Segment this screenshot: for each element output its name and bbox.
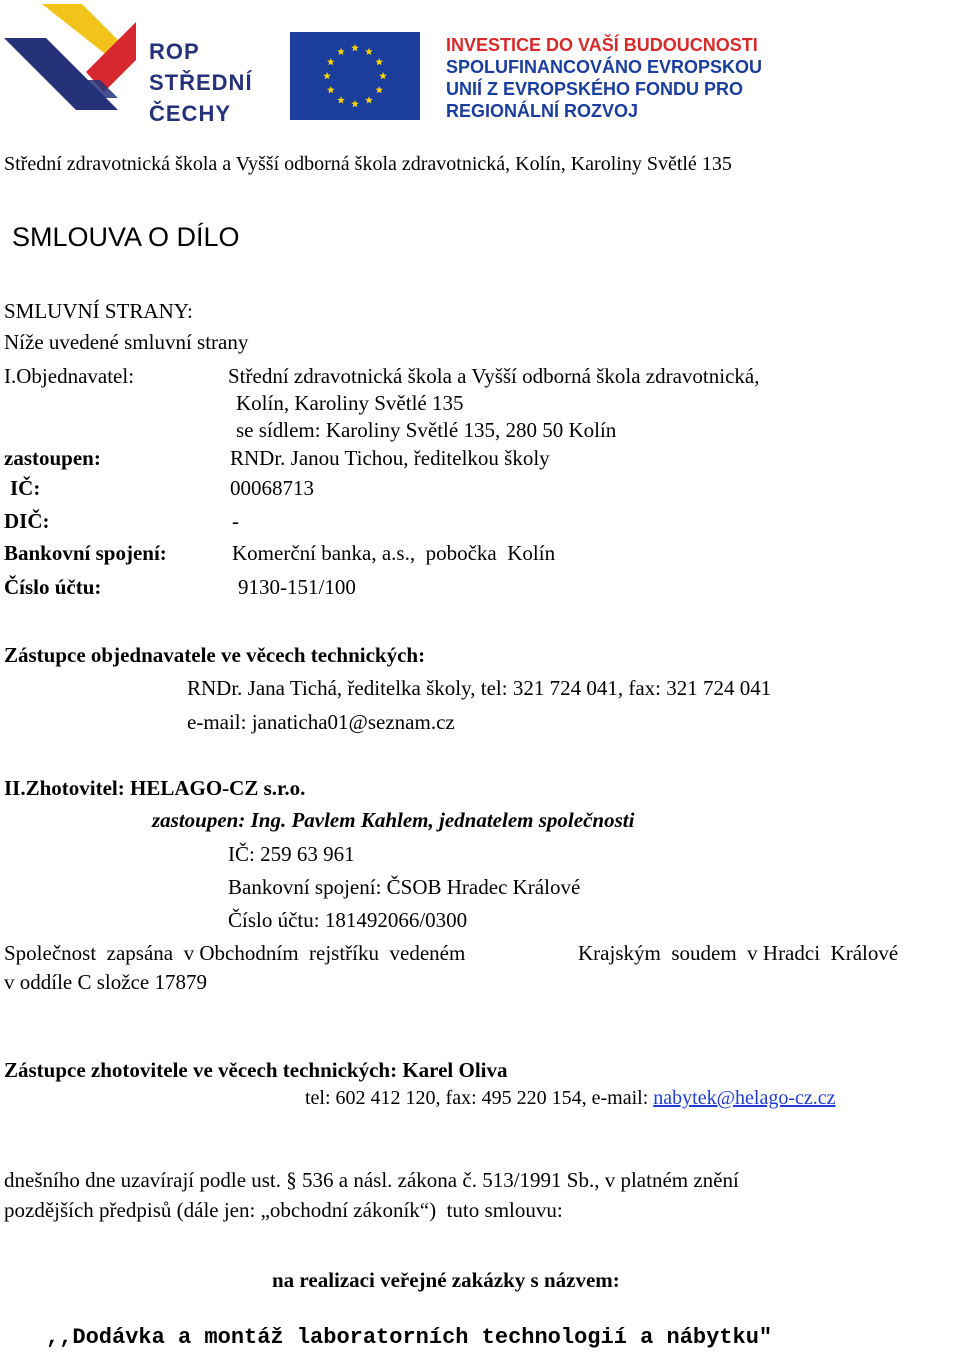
contractor-email-link[interactable]: nabytek@helago-cz.cz [653, 1087, 836, 1109]
document-title: SMLOUVA O DÍLO [12, 222, 240, 252]
contractor-registry-part2: Krajským soudem v Hradci Králové [578, 941, 899, 965]
eu-line-3: UNIÍ Z EVROPSKÉHO FONDU PRO [446, 79, 744, 99]
project-name: ,,Dodávka a montáž laboratorních technologií a nábytku" [46, 1325, 773, 1350]
closing-line2: pozdějších předpisů (dále jen: „obchodní zákoník“) tuto smlouvu: [4, 1198, 563, 1222]
client-bank-value: Komerční banka, a.s., pobočka Kolín [232, 541, 556, 565]
contractor-registry-part1: Společnost zapsána v Obchodním rejstříku vedeném [4, 941, 466, 965]
client-account-value: 9130-151/100 [238, 575, 356, 599]
client-rep-label: zastoupen: [4, 446, 101, 470]
project-heading: na realizaci veřejné zakázky s názvem: [272, 1268, 620, 1292]
client-dic-label: DIČ: [4, 509, 50, 533]
contractor-tech-contact-text: tel: 602 412 120, fax: 495 220 154, e-mail: [305, 1087, 654, 1109]
client-seat: se sídlem: Karoliny Světlé 135, 280 50 Kolín [236, 418, 617, 442]
contractor-registry-line2: v oddíle C složce 17879 [4, 970, 207, 994]
school-line: Střední zdravotnická škola a Vyšší odborná škola zdravotnická, Kolín, Karoliny Světlé 135 [4, 153, 732, 175]
contractor-ic: IČ: 259 63 961 [228, 842, 355, 866]
rop-line-1: ROP [149, 39, 200, 64]
eu-line-4: REGIONÁLNÍ ROZVOJ [446, 101, 639, 121]
client-rep-value: RNDr. Janou Tichou, ředitelkou školy [230, 446, 550, 470]
closing-line1: dnešního dne uzavírají podle ust. § 536 a násl. zákona č. 513/1991 Sb., v platném znění [4, 1168, 739, 1192]
eu-line-2: SPOLUFINANCOVÁNO EVROPSKOU [446, 57, 763, 77]
contractor-rep: zastoupen: Ing. Pavlem Kahlem, jednatelem společnosti [152, 808, 635, 832]
client-bank-label: Bankovní spojení: [4, 541, 167, 565]
client-account-label: Číslo účtu: [4, 575, 102, 599]
eu-logo-text [446, 34, 762, 122]
eu-flag-icon [290, 32, 420, 120]
contractor-tech-contact [305, 1087, 836, 1110]
client-tech-rep-heading: Zástupce objednavatele ve věcech technických: [4, 643, 426, 667]
client-name-line2: Kolín, Karoliny Světlé 135 [236, 391, 464, 415]
client-dic-value: - [232, 509, 239, 533]
client-name-line1: Střední zdravotnická škola a Vyšší odborná škola zdravotnická, [228, 364, 760, 388]
client-tech-rep-line1: RNDr. Jana Tichá, ředitelka školy, tel: 321 724 041, fax: 321 724 041 [187, 676, 772, 700]
client-ic-label: IČ: [10, 476, 41, 500]
rop-line-3: ČECHY [149, 101, 232, 126]
client-tech-rep-line2: e-mail: janaticha01@seznam.cz [187, 710, 455, 734]
eu-line-1: INVESTICE DO VAŠÍ BUDOUCNOSTI [446, 35, 758, 55]
contractor-account: Číslo účtu: 181492066/0300 [228, 908, 468, 932]
parties-intro: Níže uvedené smluvní strany [4, 330, 249, 354]
rop-logo-text [149, 36, 253, 129]
contractor-bank: Bankovní spojení: ČSOB Hradec Králové [228, 875, 581, 899]
contractor-label: II.Zhotovitel: HELAGO-CZ s.r.o. [4, 776, 306, 800]
client-label: I.Objednavatel: [4, 364, 135, 388]
contractor-tech-rep-heading: Zástupce zhotovitele ve věcech technických: Karel Oliva [4, 1058, 508, 1082]
rop-line-2: STŘEDNÍ [149, 70, 253, 95]
parties-heading: SMLUVNÍ STRANY: [4, 299, 193, 323]
client-ic-value: 00068713 [230, 476, 314, 500]
